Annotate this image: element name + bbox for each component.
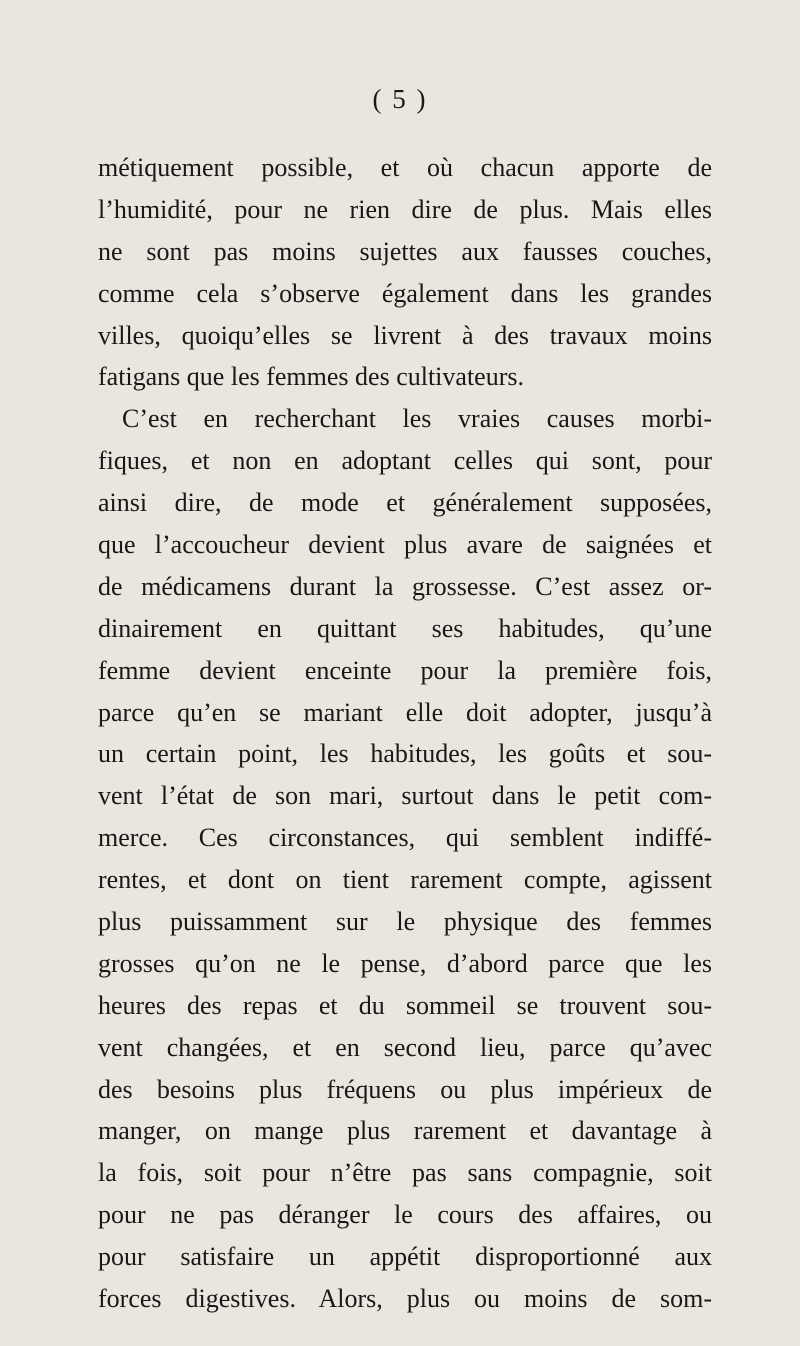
text-line-18: rentes, et dont on tient rarement compte, agissent — [98, 865, 712, 895]
text-line-2: l’humidité, pour ne rien dire de plus. Mais elles — [98, 194, 712, 224]
text-line-10: que l’accoucheur devient plus avare de saignées et — [98, 530, 712, 560]
text-line-23: des besoins plus fréquens ou plus impérieux de — [98, 1074, 712, 1104]
text-line-5: villes, quoiqu’elles se livrent à des travaux moins — [98, 320, 712, 350]
text-line-4: comme cela s’observe également dans les grandes — [98, 278, 712, 308]
text-line-28: forces digestives. Alors, plus ou moins de som- — [98, 1284, 712, 1314]
text-line-27: pour satisfaire un appétit disproportionné aux — [98, 1242, 712, 1272]
text-line-19: plus puissamment sur le physique des femmes — [98, 907, 712, 937]
text-line-14: parce qu’en se mariant elle doit adopter, jusqu’à — [98, 697, 712, 727]
text-line-6: fatigans que les femmes des cultivateurs. — [98, 362, 524, 392]
page-number: ( 5 ) — [372, 84, 428, 114]
text-line-9: ainsi dire, de mode et généralement supposées, — [98, 488, 712, 518]
text-line-7: C’est en recherchant les vraies causes morbi- — [122, 404, 712, 434]
text-line-1: métiquement possible, et où chacun apporte de — [98, 153, 712, 182]
text-line-20: grosses qu’on ne le pense, d’abord parce que les — [98, 948, 712, 978]
text-line-26: pour ne pas déranger le cours des affaires, ou — [98, 1200, 712, 1230]
text-line-25: la fois, soit pour n’être pas sans compagnie, soit — [98, 1158, 712, 1188]
text-line-11: de médicamens durant la grossesse. C’est assez or- — [98, 571, 712, 601]
text-line-17: merce. Ces circonstances, qui semblent indiffé- — [98, 823, 712, 853]
text-line-22: vent changées, et en second lieu, parce qu’avec — [98, 1032, 712, 1062]
text-line-21: heures des repas et du sommeil se trouvent sou- — [98, 990, 712, 1020]
text-line-24: manger, on mange plus rarement et davantage à — [98, 1116, 712, 1146]
text-line-8: fiques, et non en adoptant celles qui sont, pour — [98, 446, 712, 476]
text-line-15: un certain point, les habitudes, les goûts et sou- — [98, 739, 712, 769]
body-text — [98, 147, 712, 1320]
text-line-12: dinairement en quittant ses habitudes, qu’une — [98, 613, 712, 643]
text-line-3: ne sont pas moins sujettes aux fausses couches, — [98, 236, 712, 266]
text-line-13: femme devient enceinte pour la première fois, — [98, 655, 712, 685]
text-line-16: vent l’état de son mari, surtout dans le petit com- — [98, 781, 712, 811]
